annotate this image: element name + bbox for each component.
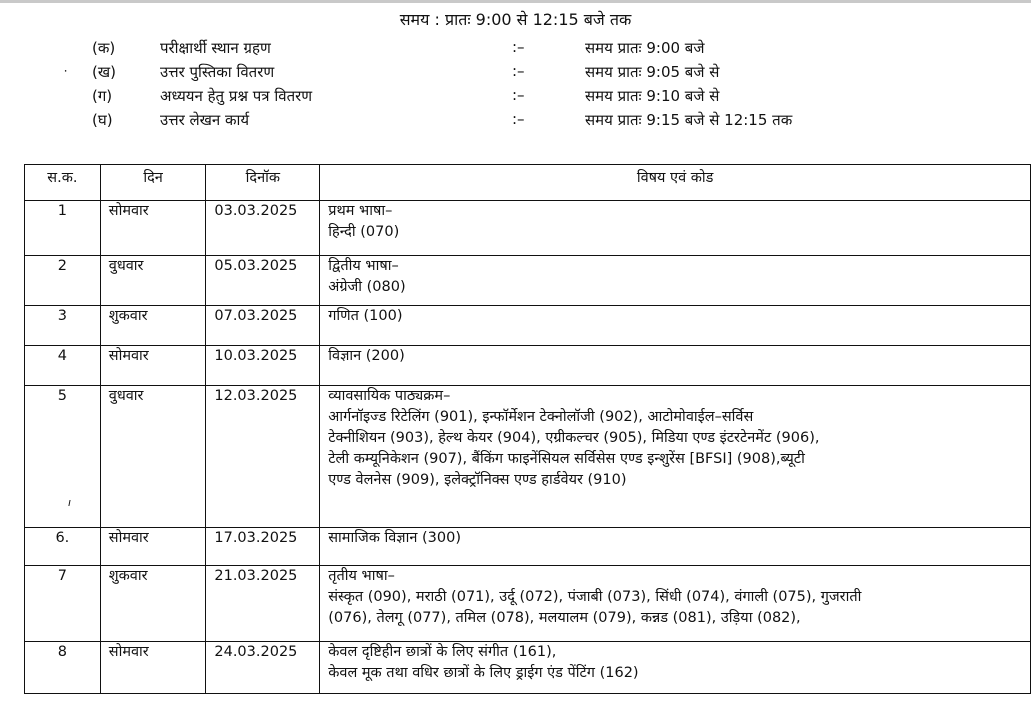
- cell-serial: 8: [25, 642, 101, 694]
- cell-day: सोमवार: [100, 201, 206, 256]
- table-row: [25, 306, 1031, 346]
- cell-date: 07.03.2025: [206, 306, 320, 346]
- schedule-row: [0, 62, 1031, 86]
- schedule-row: [0, 86, 1031, 110]
- cell-day: शुकवार: [100, 306, 206, 346]
- schedule-activity: उत्तर पुस्तिका वितरण: [160, 63, 275, 81]
- cell-serial: 4: [25, 346, 101, 386]
- cell-subject: [320, 306, 1031, 346]
- cell-date: 05.03.2025: [206, 256, 320, 306]
- subject-line: विज्ञान (200): [328, 348, 405, 364]
- subject-line: अंग्रेजी (080): [328, 279, 406, 295]
- cell-subject: [320, 566, 1031, 642]
- schedule-separator: :–: [512, 62, 525, 80]
- cell-subject: [320, 386, 1031, 528]
- cell-serial: 3: [25, 306, 101, 346]
- schedule-activity: परीक्षार्थी स्थान ग्रहण: [160, 39, 271, 57]
- schedule-time: समय प्रातः 9:05 बजे से: [585, 63, 720, 81]
- cell-date: 21.03.2025: [206, 566, 320, 642]
- subject-line: टेली कम्यूनिकेशन (907), बैंकिंग फाइनेंसियल सर्विसेस एण्ड इन्शुरेंस [BFSI] (908),ब्यूटी: [328, 451, 805, 467]
- cell-serial: 2: [25, 256, 101, 306]
- table-header-row: [25, 165, 1031, 201]
- schedule-time: समय प्रातः 9:15 बजे से 12:15 तक: [585, 111, 793, 129]
- exam-schedule-table: [24, 164, 1031, 694]
- cell-date: 12.03.2025: [206, 386, 320, 528]
- subject-line: एण्ड वेलनेस (909), इलेक्ट्रॉनिक्स एण्ड हार्डवेयर (910): [328, 472, 627, 488]
- table-row: [25, 256, 1031, 306]
- schedule-row: [0, 38, 1031, 62]
- subject-line: टेक्नीशियन (903), हेल्थ केयर (904), एग्रीकल्चर (905), मिडिया एण्ड इंटरटेनमेंट (906),: [328, 430, 820, 446]
- tick-mark: ⸱: [64, 64, 68, 78]
- table-row: [25, 528, 1031, 566]
- cell-day: शुकवार: [100, 566, 206, 642]
- subject-line: प्रथम भाषा–: [328, 203, 393, 219]
- subject-line: व्यावसायिक पाठ्यक्रम–: [328, 388, 451, 404]
- schedule-separator: :–: [512, 86, 525, 104]
- cell-date: 17.03.2025: [206, 528, 320, 566]
- schedule-time: समय प्रातः 9:10 बजे से: [585, 87, 720, 105]
- cell-subject: [320, 642, 1031, 694]
- header-date: दिनॉक: [206, 165, 320, 201]
- schedule-time: समय प्रातः 9:00 बजे: [585, 39, 705, 57]
- subject-line: गणित (100): [328, 308, 403, 324]
- subject-line: सामाजिक विज्ञान (300): [328, 530, 462, 546]
- schedule-row: [0, 110, 1031, 134]
- schedule-label: (ख): [92, 63, 116, 81]
- subject-line: संस्कृत (090), मराठी (071), उर्दू (072), पंजाबी (073), सिंधी (074), वंगाली (075), गुजराती: [328, 589, 862, 605]
- exam-time-heading: समय : प्रातः 9:00 से 12:15 बजे तक: [399, 10, 632, 29]
- cell-subject: [320, 528, 1031, 566]
- cell-day: वुधवार: [100, 256, 206, 306]
- subject-line: केवल दृष्टिहीन छात्रों के लिए संगीत (161),: [328, 644, 557, 660]
- table-row: [25, 566, 1031, 642]
- cell-day: सोमवार: [100, 528, 206, 566]
- cell-date: 03.03.2025: [206, 201, 320, 256]
- schedule-label: (ग): [92, 87, 113, 105]
- table-row: [25, 346, 1031, 386]
- cell-subject: [320, 256, 1031, 306]
- schedule-activity: अध्ययन हेतु प्रश्न पत्र वितरण: [160, 87, 313, 105]
- subject-line: केवल मूक तथा वधिर छात्रों के लिए ड्राईग एंड पेंटिंग (162): [328, 665, 639, 681]
- cell-day: वुधवार: [100, 386, 206, 528]
- table-row: [25, 642, 1031, 694]
- cell-date: 10.03.2025: [206, 346, 320, 386]
- cell-serial: 1: [25, 201, 101, 256]
- cell-serial: 6.: [25, 528, 101, 566]
- subject-line: तृतीय भाषा–: [328, 568, 395, 584]
- subject-line: हिन्दी (070): [328, 224, 400, 240]
- subject-line: द्वितीय भाषा–: [328, 258, 399, 274]
- schedule-activity: उत्तर लेखन कार्य: [160, 111, 250, 129]
- subject-line: (076), तेलगू (077), तमिल (078), मलयालम (079), कन्नड (081), उड़िया (082),: [328, 610, 801, 626]
- header-day: दिन: [100, 165, 206, 201]
- pen-mark: ı: [68, 496, 72, 509]
- table-row: [25, 201, 1031, 256]
- header-serial: स.क.: [25, 165, 101, 201]
- schedule-separator: :–: [512, 110, 525, 128]
- schedule-separator: :–: [512, 38, 525, 56]
- schedule-label: (क): [92, 39, 116, 57]
- header-subject-code: विषय एवं कोड: [320, 165, 1031, 201]
- cell-serial: 5: [25, 386, 101, 528]
- cell-day: सोमवार: [100, 346, 206, 386]
- cell-subject: [320, 201, 1031, 256]
- cell-subject: [320, 346, 1031, 386]
- table-row: [25, 386, 1031, 528]
- cell-date: 24.03.2025: [206, 642, 320, 694]
- top-border: [0, 0, 1031, 3]
- cell-day: सोमवार: [100, 642, 206, 694]
- cell-serial: 7: [25, 566, 101, 642]
- schedule-label: (घ): [92, 111, 113, 129]
- subject-line: आर्गनॉइज्ड रिटेलिंग (901), इन्फॉर्मेशन टेक्नोलॉजी (902), आटोमोवाईल–सर्विस: [328, 409, 754, 425]
